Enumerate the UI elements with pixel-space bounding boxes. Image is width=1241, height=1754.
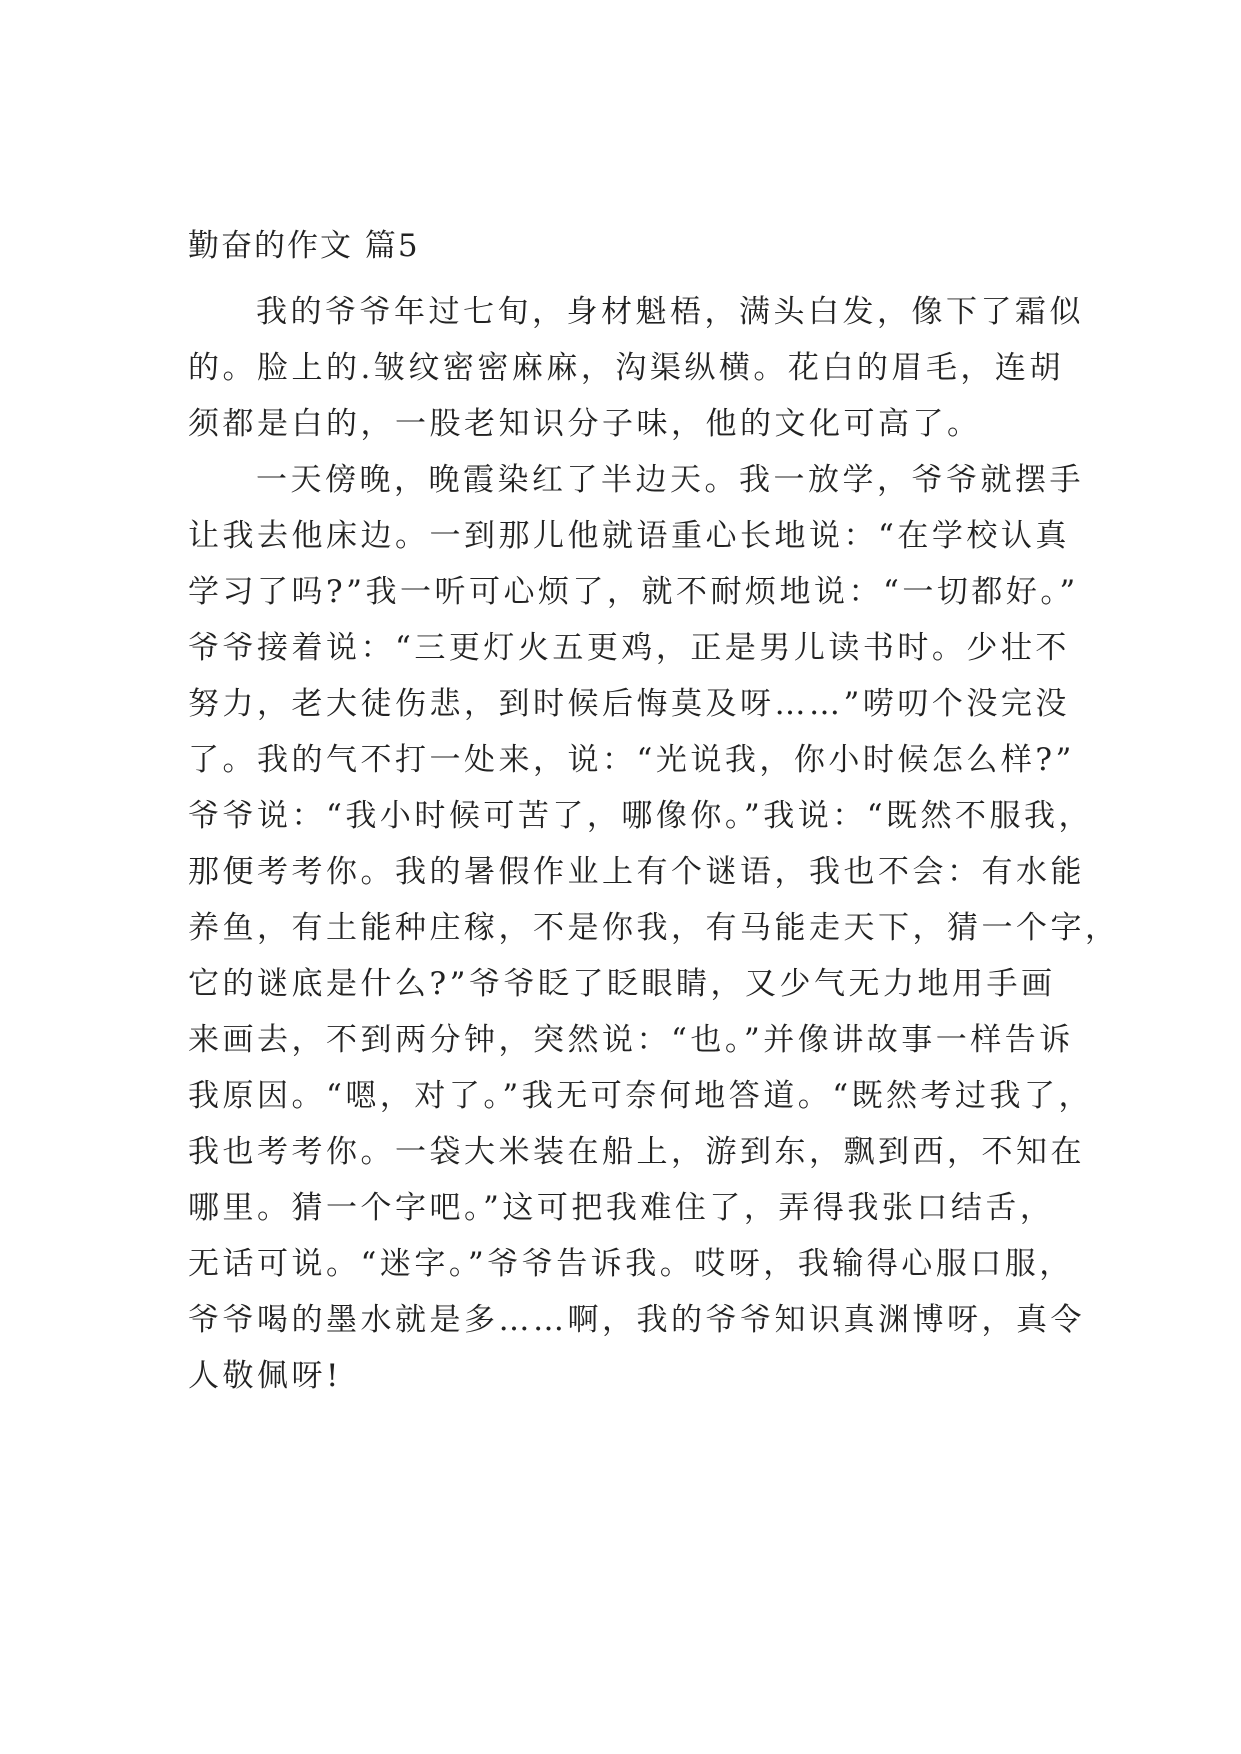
paragraph-2-line-7: 爷爷说：“我小时候可苦了，哪像你。”我说：“既然不服我， (188, 798, 1094, 834)
paragraph-2-line-3: 学习了吗?”我一听可心烦了，就不耐烦地说：“一切都好。” (188, 574, 1079, 610)
paragraph-2-line-11: 来画去，不到两分钟，突然说：“也。”并像讲故事一样告诉 (188, 1022, 1074, 1058)
paragraph-2-line-10: 它的谜底是什么?”爷爷眨了眨眼睛，又少气无力地用手画 (188, 966, 1056, 1002)
paragraph-2-line-17: 人敬佩呀! (188, 1358, 342, 1394)
paragraph-1-line-1: 我的爷爷年过七旬，身材魁梧，满头白发，像下了霜似 (256, 294, 1084, 330)
paragraph-2-line-5: 努力，老大徒伤悲，到时候后悔莫及呀……”唠叨个没完没 (188, 686, 1070, 722)
paragraph-2-line-15: 无话可说。“迷字。”爷爷告诉我。哎呀，我输得心服口服， (188, 1246, 1074, 1282)
paragraph-2-line-16: 爷爷喝的墨水就是多……啊，我的爷爷知识真渊博呀，真令 (188, 1302, 1085, 1338)
paragraph-1-line-2: 的。脸上的.皱纹密密麻麻，沟渠纵横。花白的眉毛，连胡 (188, 350, 1064, 386)
paragraph-2-line-13: 我也考考你。一袋大米装在船上，游到东，飘到西，不知在 (188, 1134, 1085, 1170)
paragraph-2-line-6: 了。我的气不打一处来，说：“光说我，你小时候怎么样?” (188, 742, 1075, 778)
paragraph-2-line-2: 让我去他床边。一到那儿他就语重心长地说：“在学校认真 (188, 518, 1070, 554)
paragraph-2-line-8: 那便考考你。我的暑假作业上有个谜语，我也不会：有水能 (188, 854, 1085, 890)
document-title: 勤奋的作文 篇5 (188, 228, 420, 264)
paragraph-2-line-12: 我原因。“嗯，对了。”我无可奈何地答道。“既然考过我了， (188, 1078, 1094, 1114)
paragraph-2-line-14: 哪里。猜一个字吧。”这可把我难住了，弄得我张口结舌， (188, 1190, 1055, 1226)
paragraph-2-line-4: 爷爷接着说：“三更灯火五更鸡，正是男儿读书时。少壮不 (188, 630, 1070, 666)
paragraph-2-line-9: 养鱼，有土能种庄稼，不是你我，有马能走天下，猜一个字， (188, 910, 1120, 946)
paragraph-2-line-1: 一天傍晚，晚霞染红了半边天。我一放学，爷爷就摆手 (256, 462, 1084, 498)
paragraph-1-line-3: 须都是白的，一股老知识分子味，他的文化可高了。 (188, 406, 982, 442)
